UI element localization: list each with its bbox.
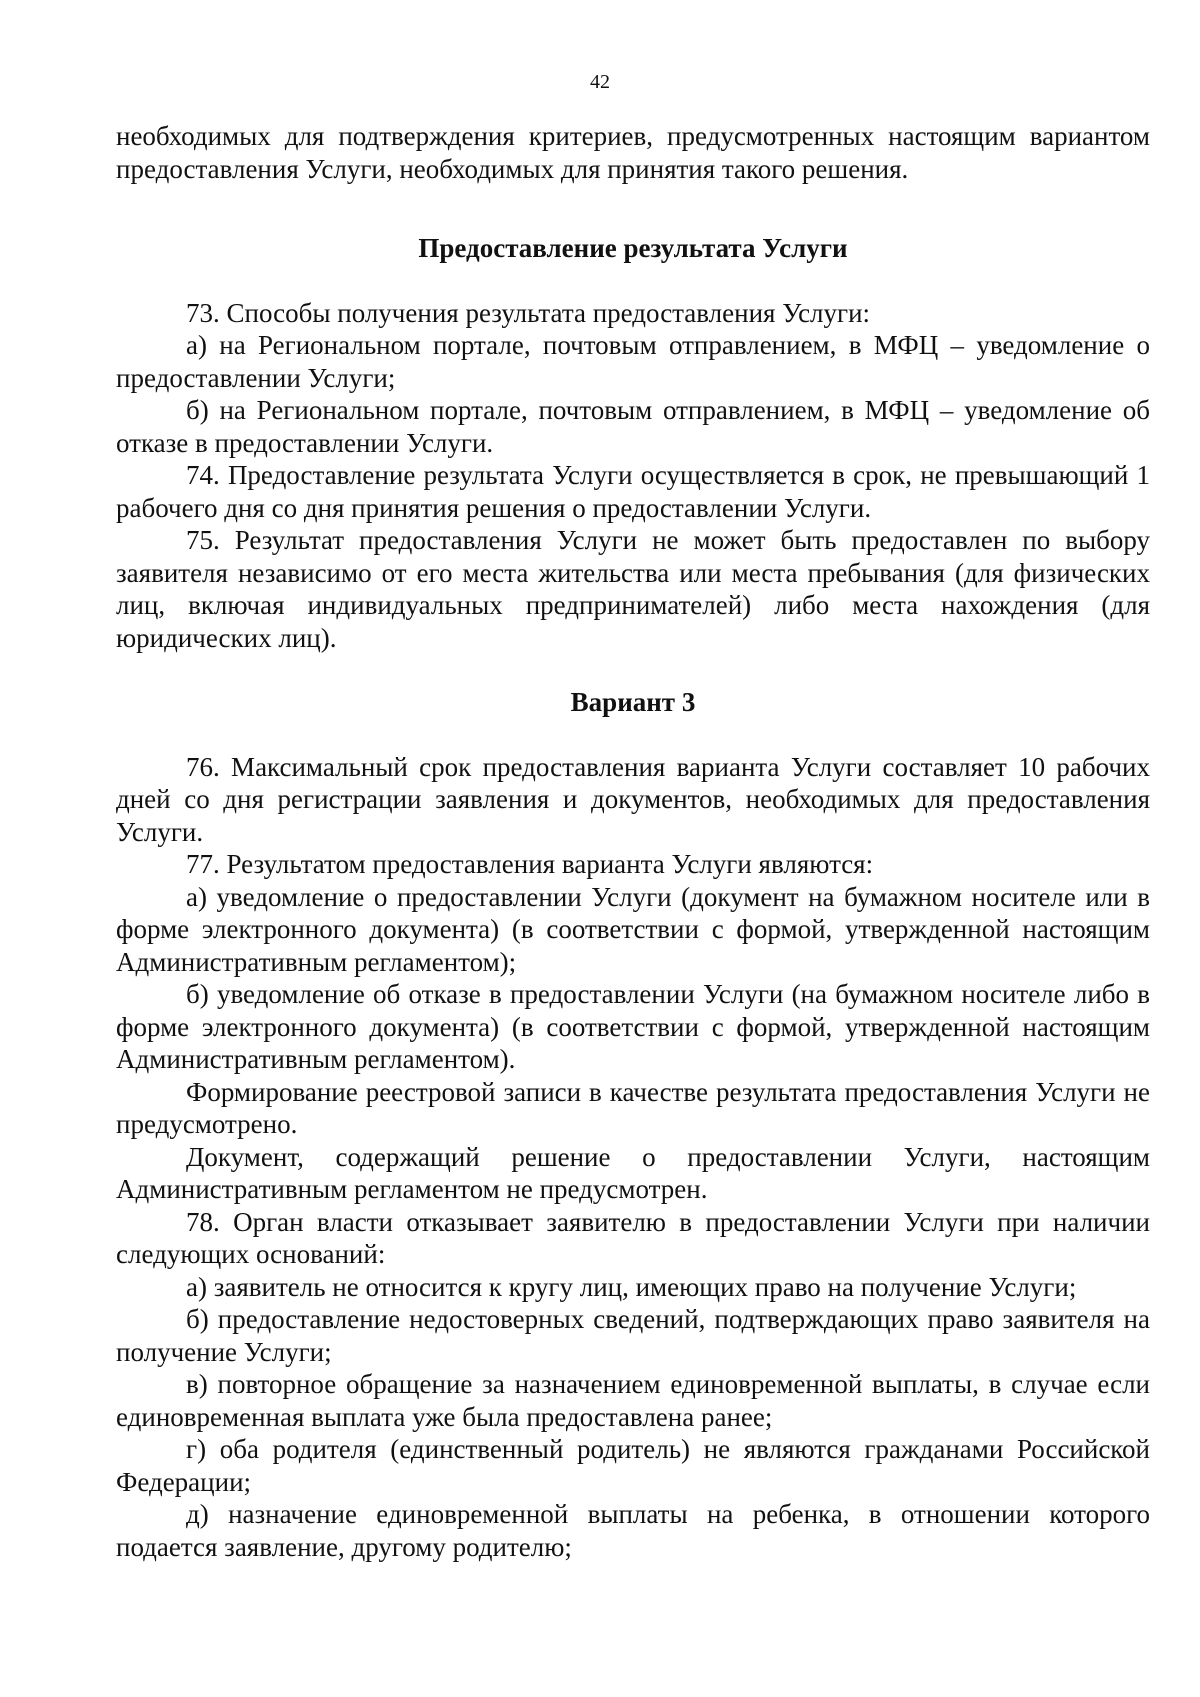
paragraph-78-g: г) оба родителя (единственный родитель) не являются гражданами Российской Федерации; xyxy=(116,1434,1150,1497)
paragraph-78: 78. Орган власти отказывает заявителю в предоставлении Услуги при наличии следующих оснований: xyxy=(116,1206,1150,1269)
paragraph-73-a: а) на Региональном портале, почтовым отправлением, в МФЦ – уведомление о предоставлении Услуги; xyxy=(116,330,1150,393)
paragraph-74: 74. Предоставление результата Услуги осуществляется в срок, не превышающий 1 рабочего дня со дня принятия решения о предоставлении Услуги. xyxy=(116,460,1150,523)
paragraph-78-b: б) предоставление недостоверных сведений, подтверждающих право заявителя на получение Услуги; xyxy=(116,1304,1150,1367)
document-body xyxy=(116,120,1150,1563)
paragraph-73-b: б) на Региональном портале, почтовым отправлением, в МФЦ – уведомление об отказе в предоставлении Услуги. xyxy=(116,395,1150,458)
section-heading-variant-3: Вариант 3 xyxy=(570,687,696,717)
paragraph-75: 75. Результат предоставления Услуги не может быть предоставлен по выбору заявителя независимо от его места жительства или места пребывания (для физических лиц, включая индивидуальных предпринимателей) либо места нахождения (для юридических лиц). xyxy=(116,525,1150,653)
paragraph-73: 73. Способы получения результата предоставления Услуги: xyxy=(186,297,871,328)
paragraph-78-a: а) заявитель не относится к кругу лиц, имеющих право на получение Услуги; xyxy=(186,1271,1077,1302)
paragraph-continuation: необходимых для подтверждения критериев, предусмотренных настоящим вариантом предоставления Услуги, необходимых для принятия такого решения. xyxy=(116,121,1150,184)
section-heading-result: Предоставление результата Услуги xyxy=(418,233,848,263)
paragraph-77-b: б) уведомление об отказе в предоставлении Услуги (на бумажном носителе либо в форме электронного документа) (в соответствии с формой, утвержденной настоящим Административным регламентом). xyxy=(116,979,1150,1074)
paragraph-78-d: д) назначение единовременной выплаты на ребенка, в отношении которого подается заявление, другому родителю; xyxy=(116,1499,1150,1562)
paragraph-registry-record: Формирование реестровой записи в качестве результата предоставления Услуги не предусмотрено. xyxy=(116,1076,1150,1139)
paragraph-77: 77. Результатом предоставления варианта Услуги являются: xyxy=(186,849,874,879)
paragraph-decision-document: Документ, содержащий решение о предоставлении Услуги, настоящим Административным регламентом не предусмотрен. xyxy=(116,1141,1150,1204)
page-number: 42 xyxy=(590,71,610,93)
paragraph-77-a: а) уведомление о предоставлении Услуги (документ на бумажном носителе или в форме электронного документа) (в соответствии с формой, утвержденной настоящим Административным регламентом); xyxy=(116,881,1150,977)
paragraph-76: 76. Максимальный срок предоставления варианта Услуги составляет 10 рабочих дней со дня регистрации заявления и документов, необходимых для предоставления Услуги. xyxy=(116,751,1150,847)
paragraph-78-v: в) повторное обращение за назначением единовременной выплаты, в случае если единовременная выплата уже была предоставлена ранее; xyxy=(116,1369,1150,1432)
